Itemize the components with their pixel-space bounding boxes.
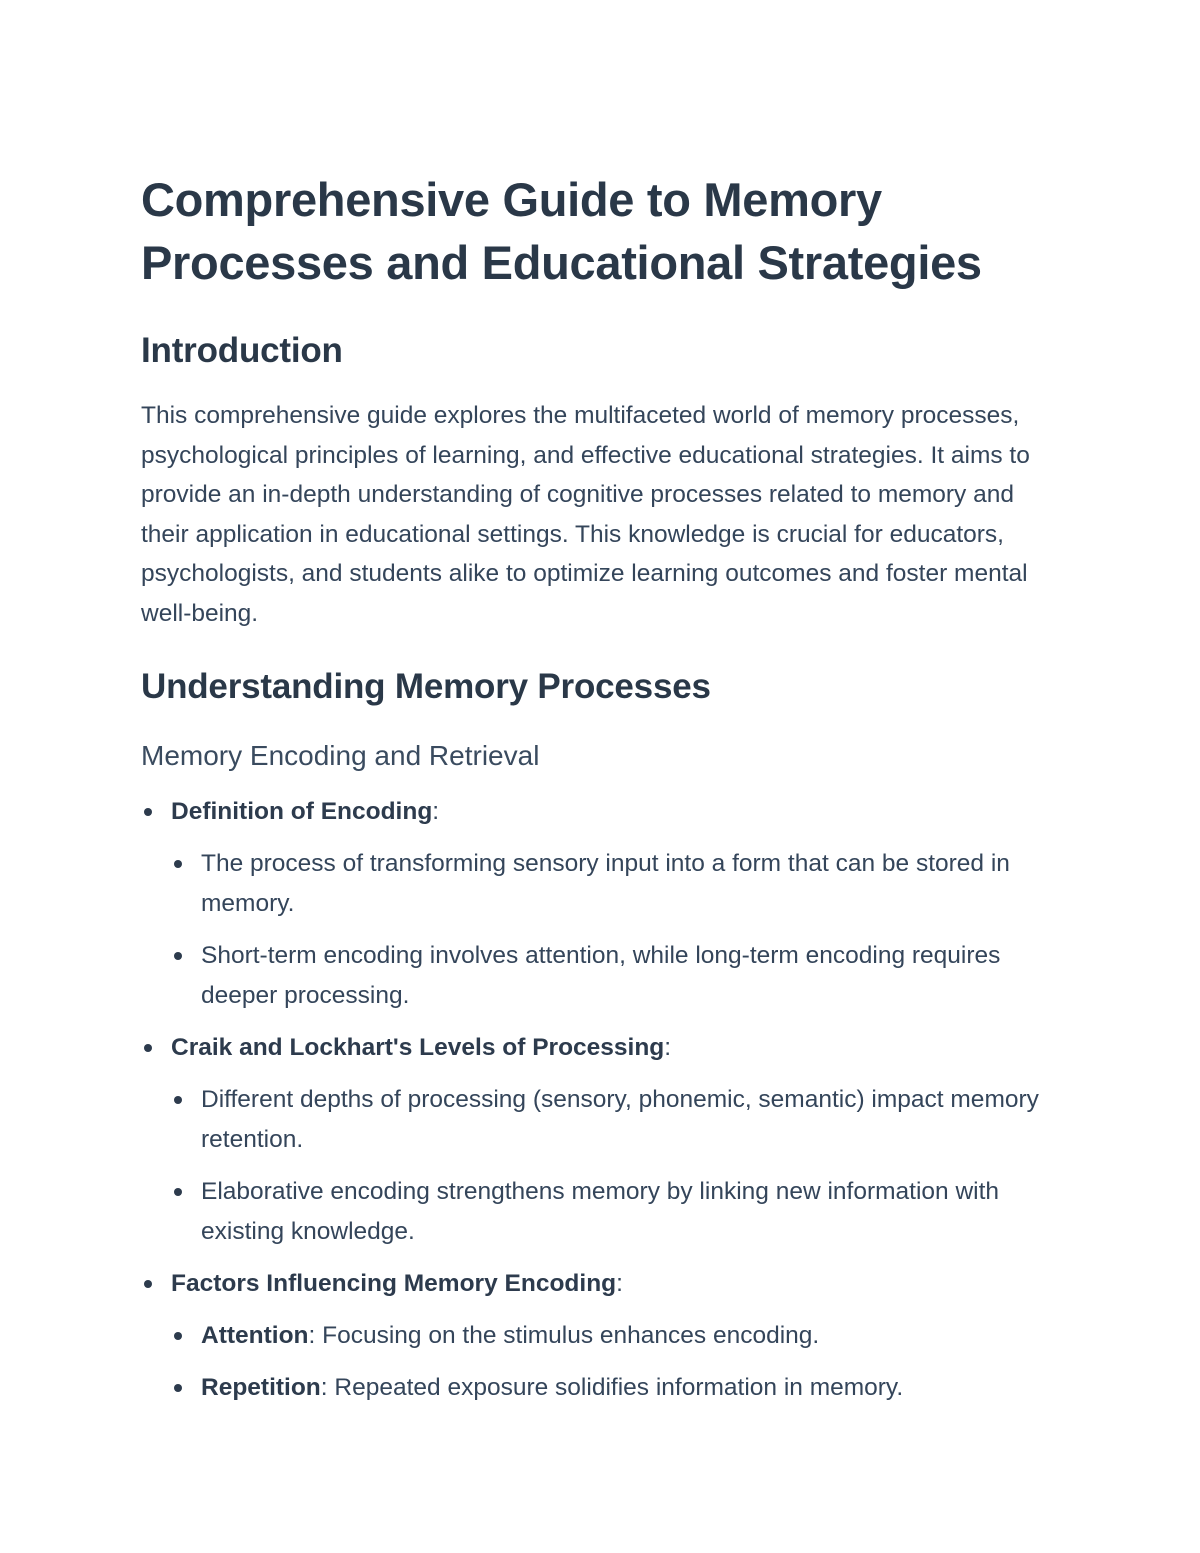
sub-list [171, 1080, 1061, 1252]
bullet-icon [174, 860, 182, 868]
sub-item-term: Attention [201, 1321, 309, 1349]
sub-list-item [171, 844, 1061, 924]
sub-list-item [171, 936, 1061, 1016]
list-item-term: Factors Influencing Memory Encoding [171, 1269, 617, 1297]
list-item [141, 792, 1061, 1016]
page-title: Comprehensive Guide to Memory Processes and Educational Strategies [141, 173, 982, 289]
topic-list [141, 792, 1061, 1408]
document-page [141, 168, 1061, 1420]
list-item-suffix: : [432, 797, 440, 825]
sub-list-item [171, 1172, 1061, 1252]
bullet-icon [174, 1188, 182, 1196]
bullet-icon [144, 808, 152, 816]
list-item-term: Definition of Encoding [171, 797, 433, 825]
sub-item-text: Different depths of processing (sensory, phonemic, semantic) impact memory retention. [201, 1085, 1039, 1153]
list-item-term: Craik and Lockhart's Levels of Processing [171, 1033, 665, 1061]
sub-item-text: Elaborative encoding strengthens memory by linking new information with existing knowledge. [201, 1177, 1000, 1245]
subsection-heading: Memory Encoding and Retrieval [141, 739, 540, 771]
list-item-suffix: : [616, 1269, 623, 1297]
sub-list-item [171, 1080, 1061, 1160]
sub-item-text: : Focusing on the stimulus enhances encoding. [308, 1321, 820, 1349]
sub-item-term: Repetition [201, 1373, 321, 1401]
list-item [141, 1264, 1061, 1408]
sub-list [171, 844, 1061, 1016]
bullet-icon [174, 1384, 182, 1392]
sub-list-item [171, 1316, 1061, 1356]
sub-item-text: Short-term encoding involves attention, while long-term encoding requires deeper processing. [201, 941, 1001, 1009]
section-heading: Understanding Memory Processes [141, 666, 711, 706]
bullet-icon [144, 1280, 152, 1288]
bullet-icon [174, 952, 182, 960]
intro-paragraph: This comprehensive guide explores the multifaceted world of memory processes, psychological principles of learning, and effective educational strategies. It aims to provide an in-depth understanding of cognitive processes related to memory and their application in educational settings. This knowledge is crucial for educators, psychologists, and students alike to optimize learning outcomes and foster mental well-being. [141, 402, 1030, 627]
list-item [141, 1028, 1061, 1252]
sub-list-item [171, 1368, 1061, 1408]
list-item-suffix: : [664, 1033, 672, 1061]
sub-list [171, 1316, 1061, 1408]
intro-heading: Introduction [141, 331, 343, 370]
bullet-icon [174, 1332, 182, 1340]
sub-item-text: : Repeated exposure solidifies information in memory. [320, 1373, 904, 1401]
bullet-icon [174, 1096, 182, 1104]
bullet-icon [144, 1044, 152, 1052]
sub-item-text: The process of transforming sensory input into a form that can be stored in memory. [201, 849, 1010, 917]
